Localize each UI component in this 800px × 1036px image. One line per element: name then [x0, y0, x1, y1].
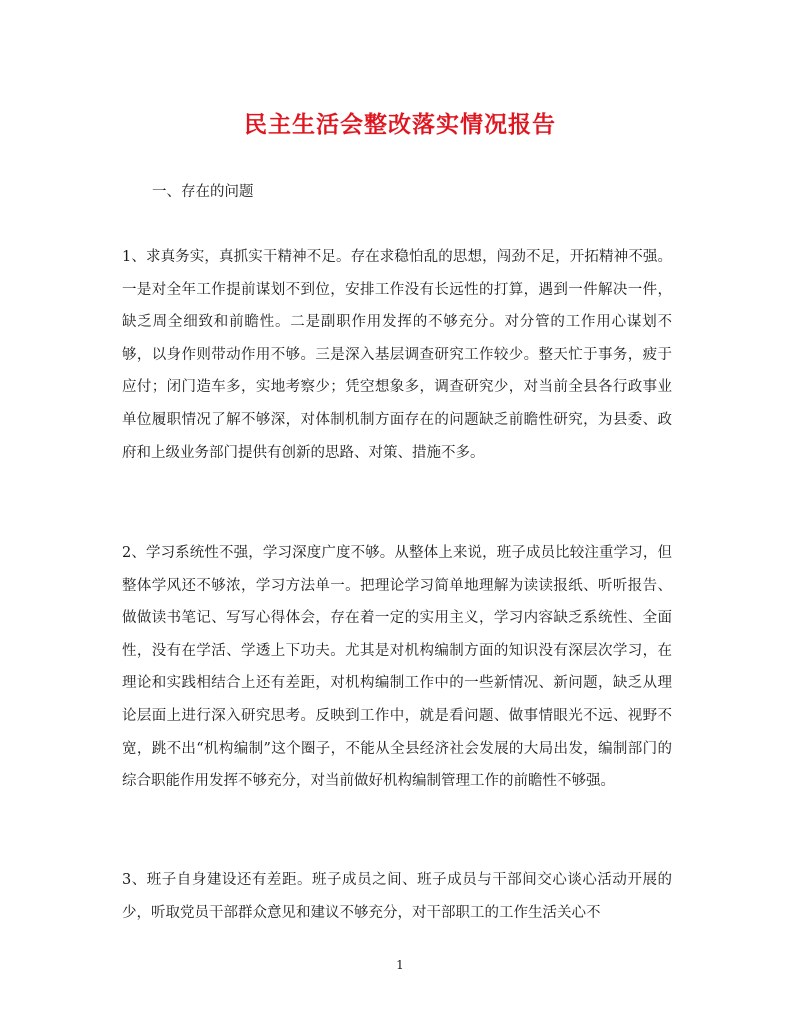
paragraph-2: 2、学习系统性不强，学习深度广度不够。从整体上来说，班子成员比较注重学习，但整体学风还不够浓，学习方法单一。把理论学习简单地理解为读读报纸、听听报告、做做读书笔记、写写心得体会，存在着一定的实用主义，学习内容缺乏系统性、全面性，没有在学活、学透上下功夫。尤其是对机构编制方面的知识没有深层次学习，在理论和实践相结合上还有差距，对机构编制工作中的一些新情况、新问题，缺乏从理论层面上进行深入研究思考。反映到工作中，就是看问题、做事情眼光不远、视野不宽，跳不出“机构编制”这个圈子，不能从全县经济社会发展的大局出发，编制部门的综合职能作用发挥不够充分，对当前做好机构编制管理工作的前瞻性不够强。 [122, 545, 672, 790]
page-number: 1 [396, 958, 404, 972]
paragraph-1: 1、求真务实，真抓实干精神不足。存在求稳怕乱的思想，闯劲不足，开拓精神不强。一是对全年工作提前谋划不到位，安排工作没有长远性的打算，遇到一件解决一件，缺乏周全细致和前瞻性。二是副职作用发挥的不够充分。对分管的工作用心谋划不够，以身作则带动作用不够。三是深入基层调查研究工作较少。整天忙于事务，疲于应付；闭门造车多，实地考察少；凭空想象多，调查研究少，对当前全县各行政事业单位履职情况了解不够深，对体制机制方面存在的问题缺乏前瞻性研究，为县委、政府和上级业务部门提供有创新的思路、对策、措施不多。 [122, 249, 672, 461]
document-title: 民主生活会整改落实情况报告 [244, 111, 556, 138]
paragraph-3: 3、班子自身建设还有差距。班子成员之间、班子成员与干部间交心谈心活动开展的少，听取党员干部群众意见和建议不够充分，对干部职工的工作生活关心不 [122, 872, 672, 921]
section-heading: 一、存在的问题 [152, 184, 254, 200]
